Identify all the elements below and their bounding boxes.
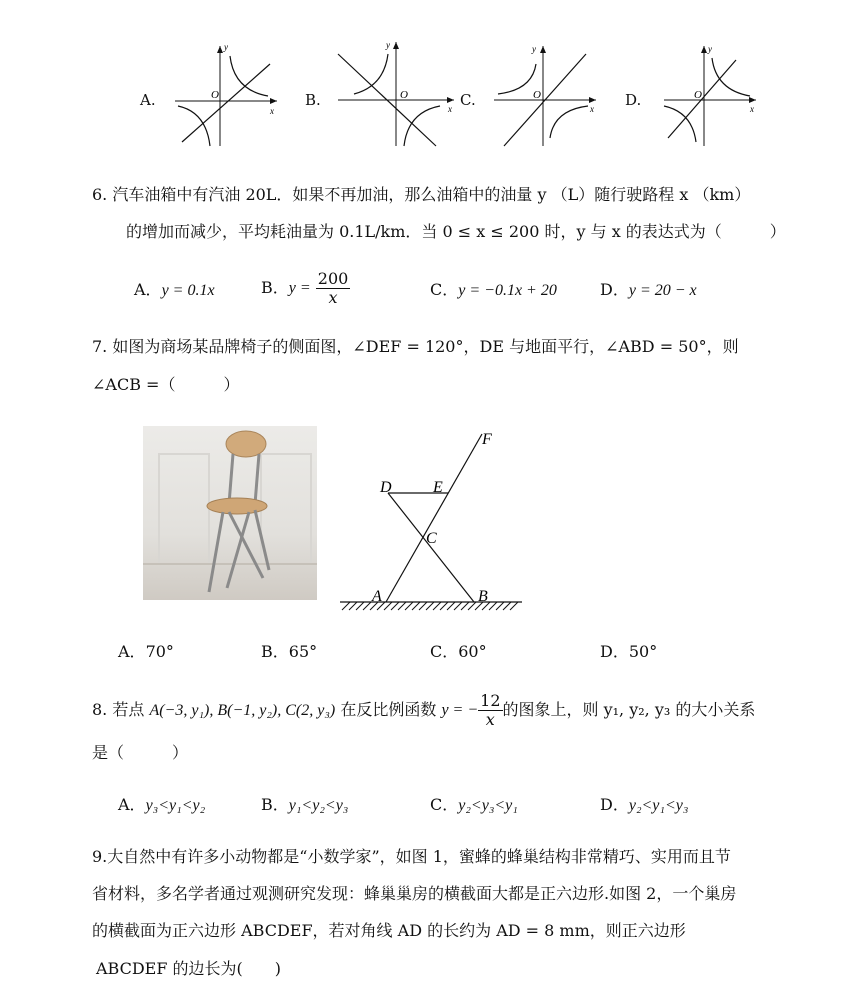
q5-d-y: y [708, 44, 712, 54]
q8-option-d-expr: y₂<y₁<y₃ [628, 797, 689, 814]
q6-option-b-label: B． [261, 278, 289, 297]
q5-a-y: y [224, 42, 228, 52]
chair-photo-illustration [143, 426, 317, 600]
q7-option-b-value: 65° [288, 642, 318, 661]
q5-b-y: y [386, 40, 390, 50]
q5-graph-d [660, 42, 760, 150]
q7-option-c-value: 60° [458, 642, 487, 661]
q8-option-b[interactable] [261, 794, 348, 817]
q6-option-d[interactable] [600, 279, 697, 302]
q7-option-b-label: B． [261, 642, 289, 661]
q8-points: A(−3, y₁), B(−1, y₂), C(2, y₃) [149, 702, 336, 719]
q6-option-b-lhs: y = [288, 279, 311, 297]
q6-option-a[interactable] [134, 279, 215, 302]
q5-option-b-label[interactable]: B. [305, 91, 321, 109]
q7-label-f: F [482, 431, 492, 448]
q8-option-c[interactable] [430, 794, 518, 817]
q8-prefix: 8. 若点 [92, 700, 145, 719]
q7-option-c-label: C． [430, 642, 459, 661]
q7-label-e: E [433, 479, 443, 496]
q6-option-d-label: D． [600, 280, 629, 299]
q9-stem-line2: 省材料，多名学者通过观测研究发现：蜂巢巢房的横截面大都是正六边形.如图 2，一个巢房 [92, 884, 737, 903]
q5-d-origin: O [694, 89, 702, 101]
q5-option-c-label[interactable]: C. [460, 91, 476, 109]
q5-b-origin: O [400, 89, 408, 101]
q8-func-fraction [478, 692, 502, 729]
q7-option-a[interactable] [118, 641, 174, 663]
q7-option-c[interactable] [430, 641, 487, 663]
q6-option-c-label: C． [430, 280, 459, 299]
q7-option-d-value: 50° [628, 642, 658, 661]
q7-label-b: B [478, 588, 488, 605]
q8-option-b-expr: y₁<y₂<y₃ [288, 797, 349, 814]
q6-option-a-expr: y = 0.1x [161, 282, 215, 299]
q8-mid: 在反比例函数 [340, 700, 437, 719]
q5-c-y: y [532, 44, 536, 54]
q7-label-a: A [372, 588, 382, 605]
q5-c-origin: O [533, 89, 541, 101]
q6-option-c-expr: y = −0.1x + 20 [458, 282, 557, 299]
q7-label-d: D [380, 479, 392, 496]
chair-photo [143, 426, 317, 600]
q6-option-b-den: x [328, 288, 338, 307]
q9-stem-line1: 9.大自然中有许多小动物都是“小数学家”，如图 1，蜜蜂的蜂巢结构非常精巧、实用而且节 [92, 847, 731, 866]
q6-option-b-num: 200 [317, 269, 349, 288]
q7-stem-line1: 7. 如图为商场某品牌椅子的侧面图，∠DEF = 120°，DE 与地面平行，∠ABD = 50°，则 [92, 337, 739, 356]
q5-a-origin: O [211, 89, 219, 101]
q6-stem-line1: 6. 汽车油箱中有汽油 20L．如果不再加油，那么油箱中的油量 y （L）随行驶路程 x （km） [92, 185, 751, 204]
q5-option-a-label[interactable]: A. [140, 91, 156, 109]
q7-option-b[interactable] [261, 641, 317, 663]
q6-stem-line2: 的增加而减少，平均耗油量为 0.1L/km．当 0 ≤ x ≤ 200 时，y 与 x 的表达式为（ ） [126, 222, 786, 241]
q8-stem-line1 [92, 688, 755, 733]
q7-stem-line2: ∠ACB =（ ） [92, 375, 240, 394]
q7-option-a-value: 70° [145, 642, 174, 661]
q8-option-b-label: B． [261, 795, 289, 814]
q5-graph-c [490, 42, 600, 150]
q6-option-d-expr: y = 20 − x [628, 282, 697, 299]
q8-option-a[interactable] [118, 794, 205, 817]
q8-func-lhs: y = − [441, 701, 479, 719]
q6-option-a-label: A． [134, 280, 162, 299]
q7-label-c: C [426, 530, 437, 547]
q8-suffix: 的图象上，则 y₁, y₂, y₃ 的大小关系 [502, 700, 756, 719]
q9-stem-line4: ABCDEF 的边长为( ) [96, 959, 282, 978]
q7-option-d[interactable] [600, 641, 657, 663]
q7-geometry-figure [336, 426, 526, 612]
q8-option-d-label: D． [600, 795, 629, 814]
q7-option-a-label: A． [118, 642, 146, 661]
q6-option-b-fraction [316, 270, 351, 307]
q8-option-c-expr: y₂<y₃<y₁ [458, 797, 518, 814]
q5-graph-b [330, 38, 458, 150]
q8-func-num: 12 [480, 691, 501, 710]
q6-option-b[interactable] [261, 270, 350, 307]
q5-graph-a [170, 40, 282, 150]
q8-option-c-label: C． [430, 795, 459, 814]
q8-option-a-label: A． [118, 795, 146, 814]
q9-stem-line3: 的横截面为正六边形 ABCDEF，若对角线 AD 的长约为 AD = 8 mm，则正六边形 [92, 921, 686, 940]
q5-d-x: x [750, 104, 754, 114]
q8-stem-line2: 是（ ） [92, 743, 189, 762]
q8-option-a-expr: y₃<y₁<y₂ [145, 797, 206, 814]
q5-b-x: x [448, 104, 452, 114]
q8-func-den: x [485, 710, 495, 729]
q7-option-d-label: D． [600, 642, 629, 661]
q6-option-c[interactable] [430, 279, 557, 302]
q5-option-d-label[interactable]: D. [625, 91, 642, 109]
q8-option-d[interactable] [600, 794, 688, 817]
q5-c-x: x [590, 104, 594, 114]
q5-a-x: x [270, 106, 274, 116]
